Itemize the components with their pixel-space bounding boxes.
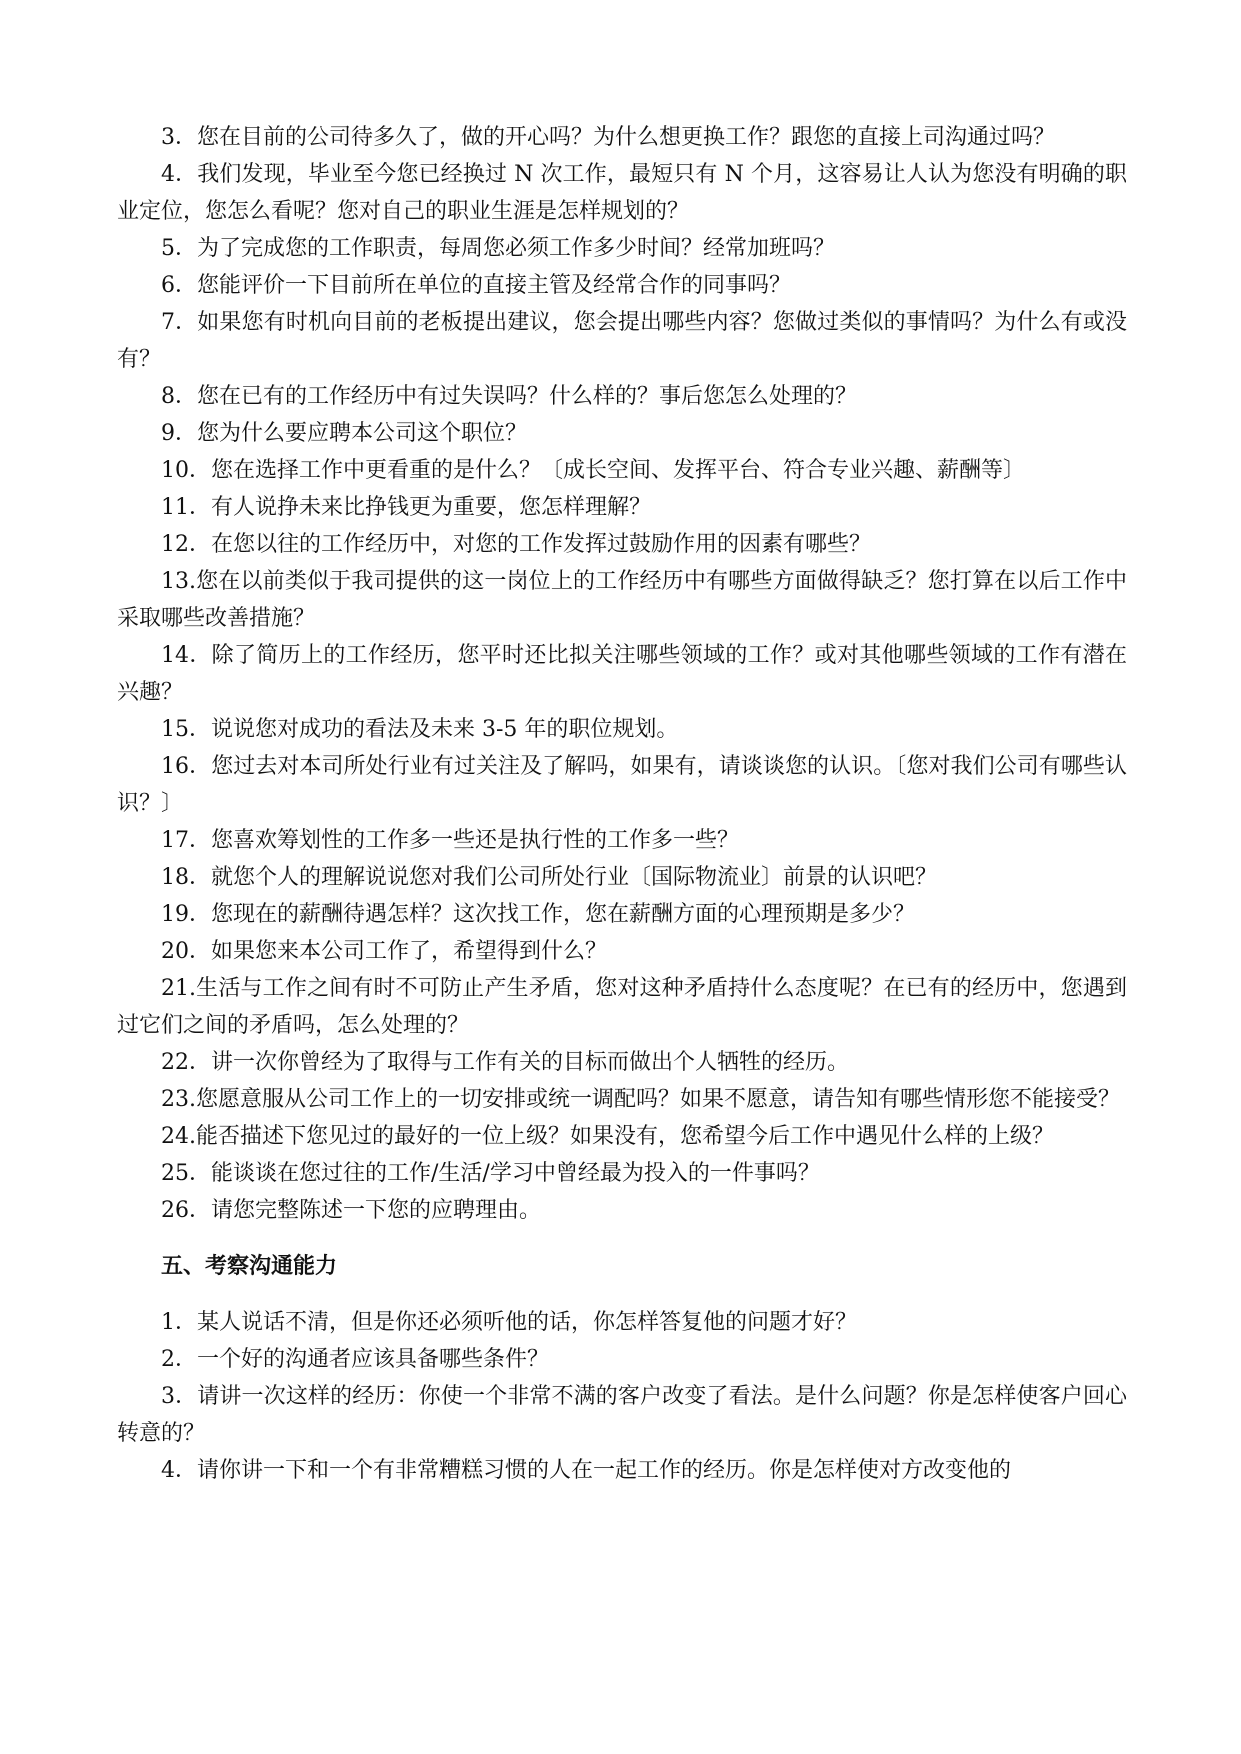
question-item: 9．您为什么要应聘本公司这个职位？ — [161, 421, 527, 446]
question-item: 1．某人说话不清，但是你还必须听他的话，你怎样答复他的问题才好？ — [161, 1310, 857, 1335]
question-item: 16．您过去对本司所处行业有过关注及了解吗，如果有，请谈谈您的认识。〔您对我们公司有哪些认识？〕 — [117, 754, 1127, 816]
question-item: 14．除了简历上的工作经历，您平时还比拟关注哪些领域的工作？或对其他哪些领域的工作有潜在兴趣？ — [117, 643, 1127, 705]
question-list-section-4 — [117, 119, 1127, 1229]
question-item: 6．您能评价一下目前所在单位的直接主管及经常合作的同事吗？ — [161, 273, 791, 298]
question-item: 22．讲一次你曾经为了取得与工作有关的目标而做出个人牺牲的经历。 — [161, 1050, 849, 1075]
question-item: 13.您在以前类似于我司提供的这一岗位上的工作经历中有哪些方面做得缺乏？您打算在以后工作中采取哪些改善措施？ — [117, 569, 1127, 631]
question-item: 3．请讲一次这样的经历：你使一个非常不满的客户改变了看法。是什么问题？你是怎样使客户回心转意的？ — [117, 1384, 1127, 1446]
question-item: 3．您在目前的公司待多久了，做的开心吗？为什么想更换工作？跟您的直接上司沟通过吗？ — [161, 125, 1056, 150]
question-item: 4．请你讲一下和一个有非常糟糕习惯的人在一起工作的经历。你是怎样使对方改变他的 — [161, 1458, 1011, 1483]
question-item: 24.能否描述下您见过的最好的一位上级？如果没有，您希望今后工作中遇见什么样的上级？ — [161, 1124, 1054, 1149]
question-item: 18．就您个人的理解说说您对我们公司所处行业〔国际物流业〕前景的认识吧？ — [161, 865, 937, 890]
question-item: 5．为了完成您的工作职责，每周您必须工作多少时间？经常加班吗？ — [161, 236, 835, 261]
question-item: 21.生活与工作之间有时不可防止产生矛盾，您对这种矛盾持什么态度呢？在已有的经历中，您遇到过它们之间的矛盾吗，怎么处理的？ — [117, 976, 1127, 1038]
question-item: 10．您在选择工作中更看重的是什么？〔成长空间、发挥平台、符合专业兴趣、薪酬等〕 — [161, 458, 1025, 483]
question-list-section-5 — [117, 1304, 1127, 1489]
question-item: 20．如果您来本公司工作了，希望得到什么？ — [161, 939, 607, 964]
question-item: 12．在您以往的工作经历中，对您的工作发挥过鼓励作用的因素有哪些？ — [161, 532, 871, 557]
question-item: 23.您愿意服从公司工作上的一切安排或统一调配吗？如果不愿意，请告知有哪些情形您不能接受？ — [161, 1087, 1120, 1112]
question-item: 2．一个好的沟通者应该具备哪些条件？ — [161, 1347, 549, 1372]
question-item: 26．请您完整陈述一下您的应聘理由。 — [161, 1198, 541, 1223]
question-item: 8．您在已有的工作经历中有过失误吗？什么样的？事后您怎么处理的？ — [161, 384, 857, 409]
question-item: 19．您现在的薪酬待遇怎样？这次找工作，您在薪酬方面的心理预期是多少？ — [161, 902, 915, 927]
section-heading: 五、考察沟通能力 — [161, 1254, 338, 1279]
question-item: 7．如果您有时机向目前的老板提出建议，您会提出哪些内容？您做过类似的事情吗？为什么有或没有？ — [117, 310, 1127, 372]
document-body — [117, 119, 1127, 1489]
question-item: 11．有人说挣未来比挣钱更为重要，您怎样理解？ — [161, 495, 651, 520]
question-item: 15．说说您对成功的看法及未来 3-5 年的职位规划。 — [161, 717, 679, 742]
question-item: 17．您喜欢筹划性的工作多一些还是执行性的工作多一些？ — [161, 828, 739, 853]
question-item: 25．能谈谈在您过往的工作/生活/学习中曾经最为投入的一件事吗？ — [161, 1161, 820, 1186]
question-item: 4．我们发现，毕业至今您已经换过 N 次工作，最短只有 N 个月，这容易让人认为您没有明确的职业定位，您怎么看呢？您对自己的职业生涯是怎样规划的？ — [117, 162, 1127, 224]
